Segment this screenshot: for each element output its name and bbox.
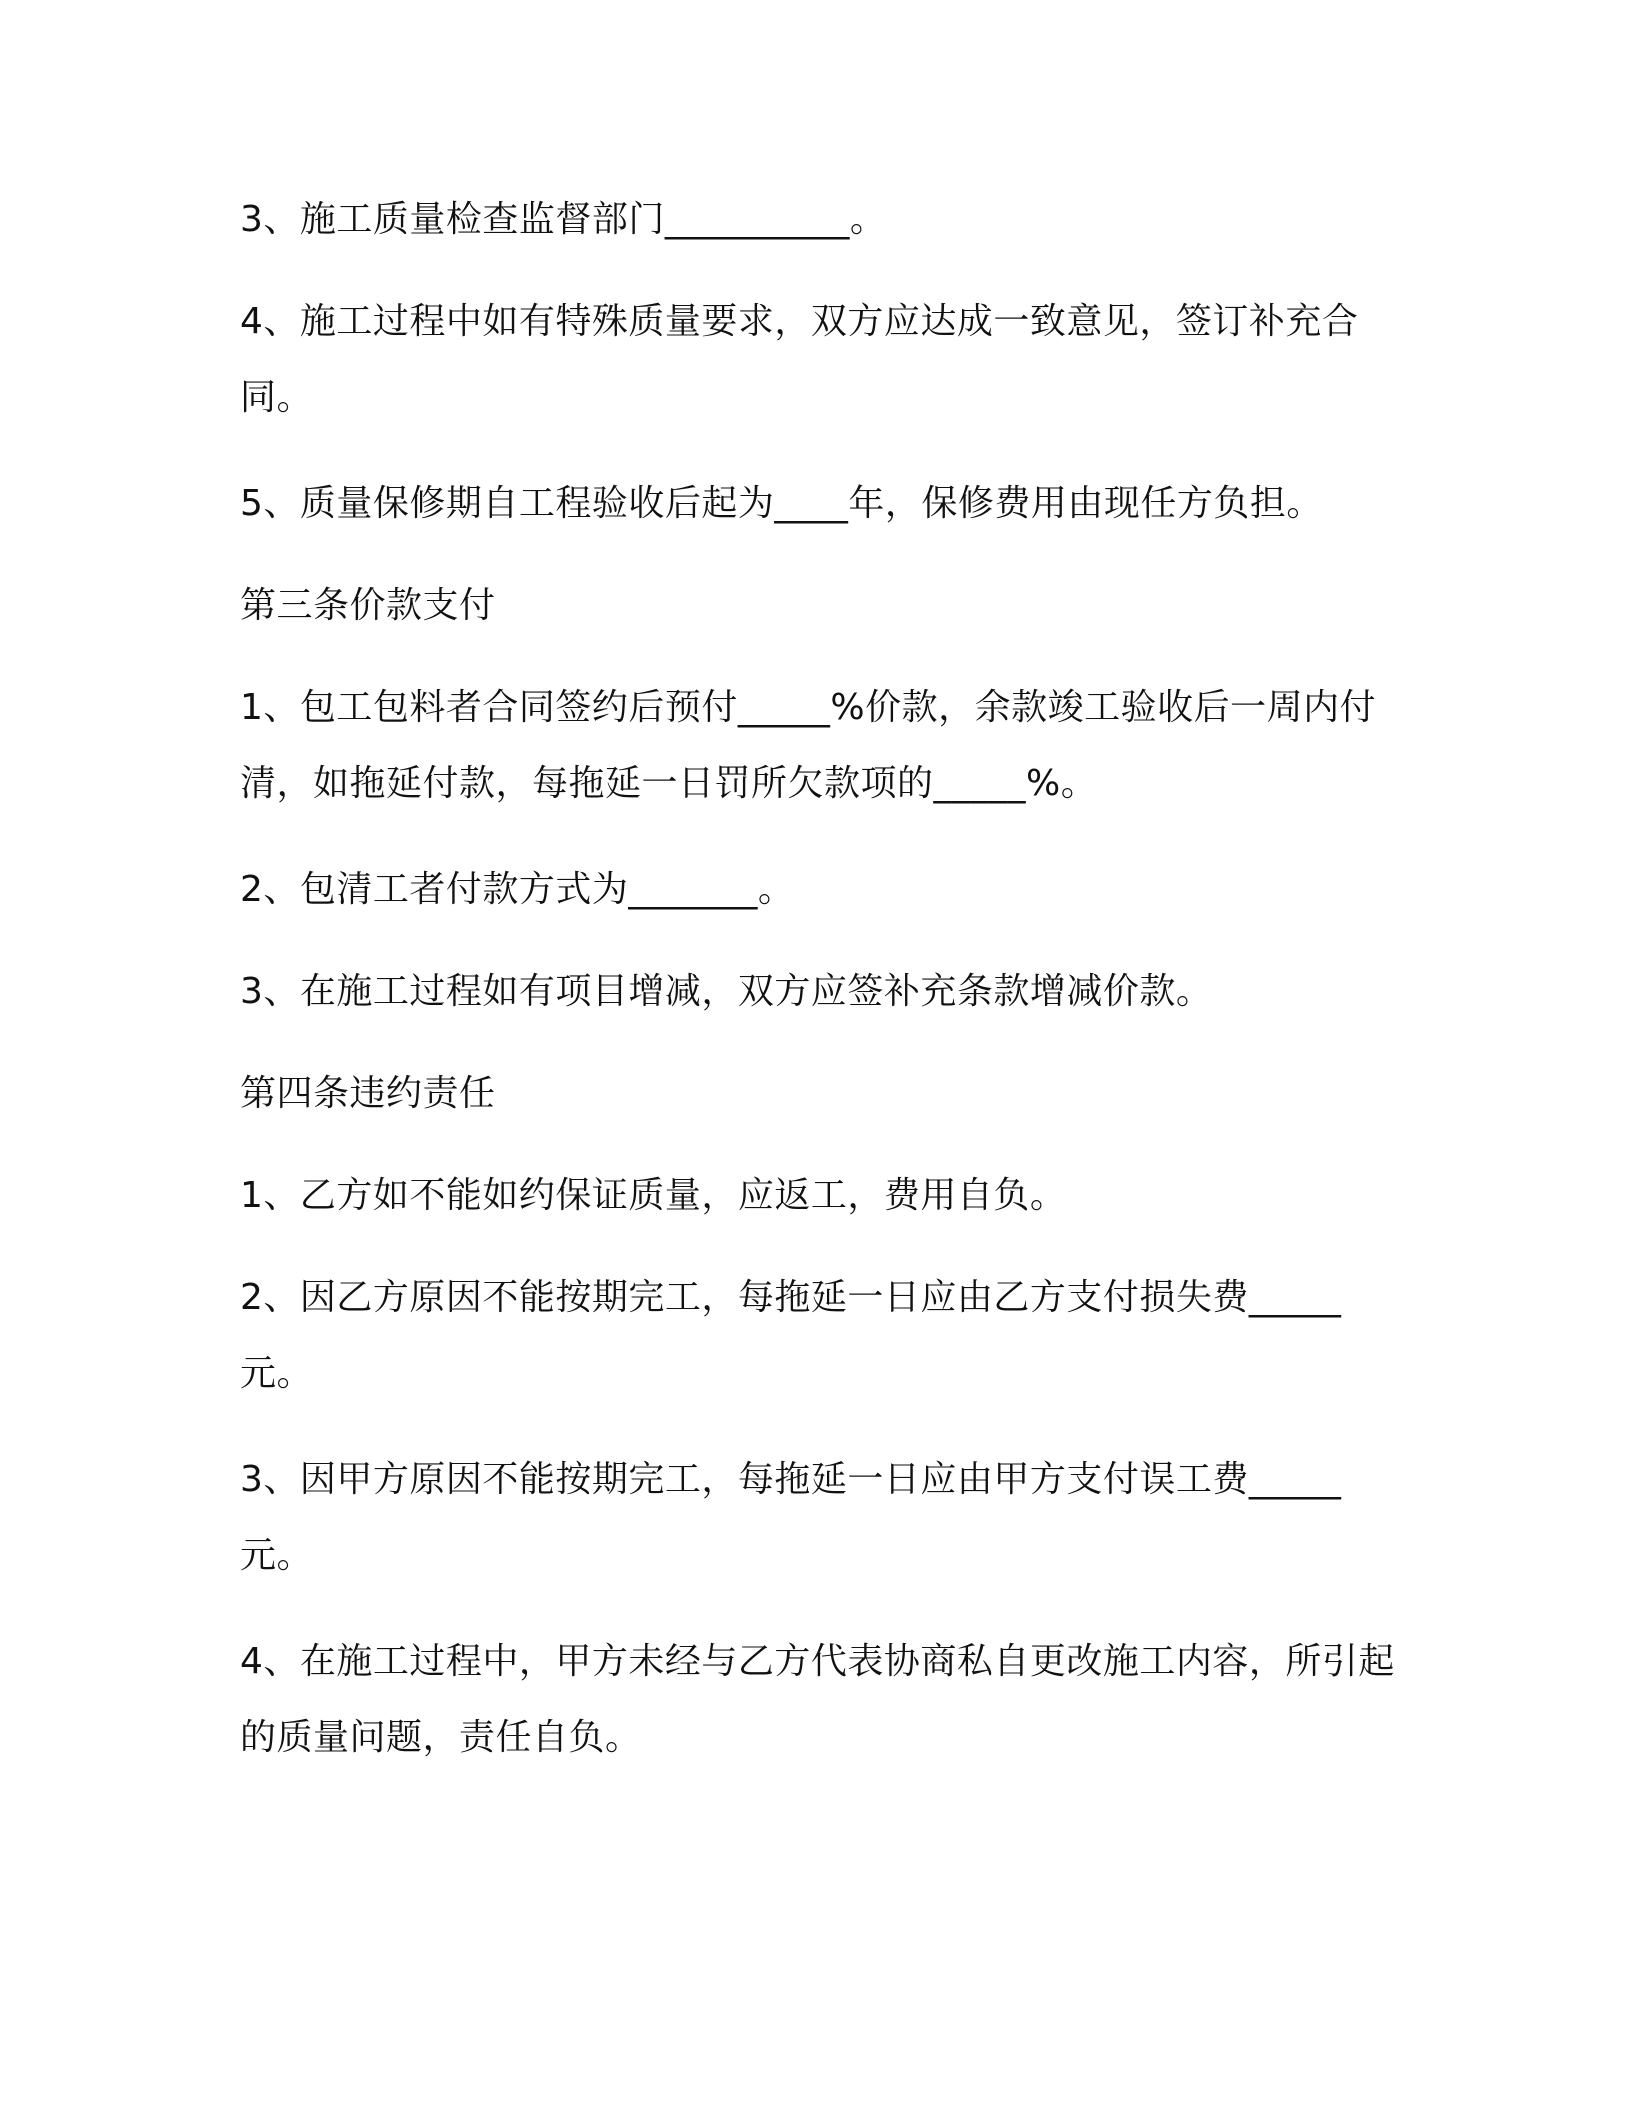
clause-item-changes-price-adjustment: 3、在施工过程如有项目增减，双方应签补充条款增减价款。 (240, 971, 1213, 1012)
document-page (240, 0, 1400, 2112)
clause-quality-rework: 1、乙方如不能如约保证质量，应返工，费用自负。 (240, 1175, 1067, 1216)
clause-quality-supervision-department: 3、施工质量检查监督部门__________。 (240, 199, 887, 240)
clause-party-a-delay-compensation: 3、因甲方原因不能按期完工，每拖延一日应由甲方支付误工费_____元。 (240, 1459, 1342, 1576)
clause-warranty-period: 5、质量保修期自工程验收后起为____年，保修费用由现任方负担。 (240, 483, 1323, 524)
clause-party-b-delay-penalty: 2、因乙方原因不能按期完工，每拖延一日应由乙方支付损失费_____元。 (240, 1277, 1342, 1394)
section-heading-breach-liability: 第四条违约责任 (240, 1073, 496, 1114)
section-heading-payment: 第三条价款支付 (240, 585, 496, 626)
clause-labor-only-payment-method: 2、包清工者付款方式为_______。 (240, 869, 795, 910)
clause-prepayment-terms: 1、包工包料者合同签约后预付_____%价款，余款竣工验收后一周内付清，如拖延付款，每拖延一日罚所欠款项的_____%。 (240, 687, 1377, 804)
clause-special-quality-requirements: 4、施工过程中如有特殊质量要求，双方应达成一致意见，签订补充合同。 (240, 301, 1359, 418)
clause-unilateral-changes-liability: 4、在施工过程中，甲方未经与乙方代表协商私自更改施工内容，所引起的质量问题，责任自负。 (240, 1641, 1395, 1758)
